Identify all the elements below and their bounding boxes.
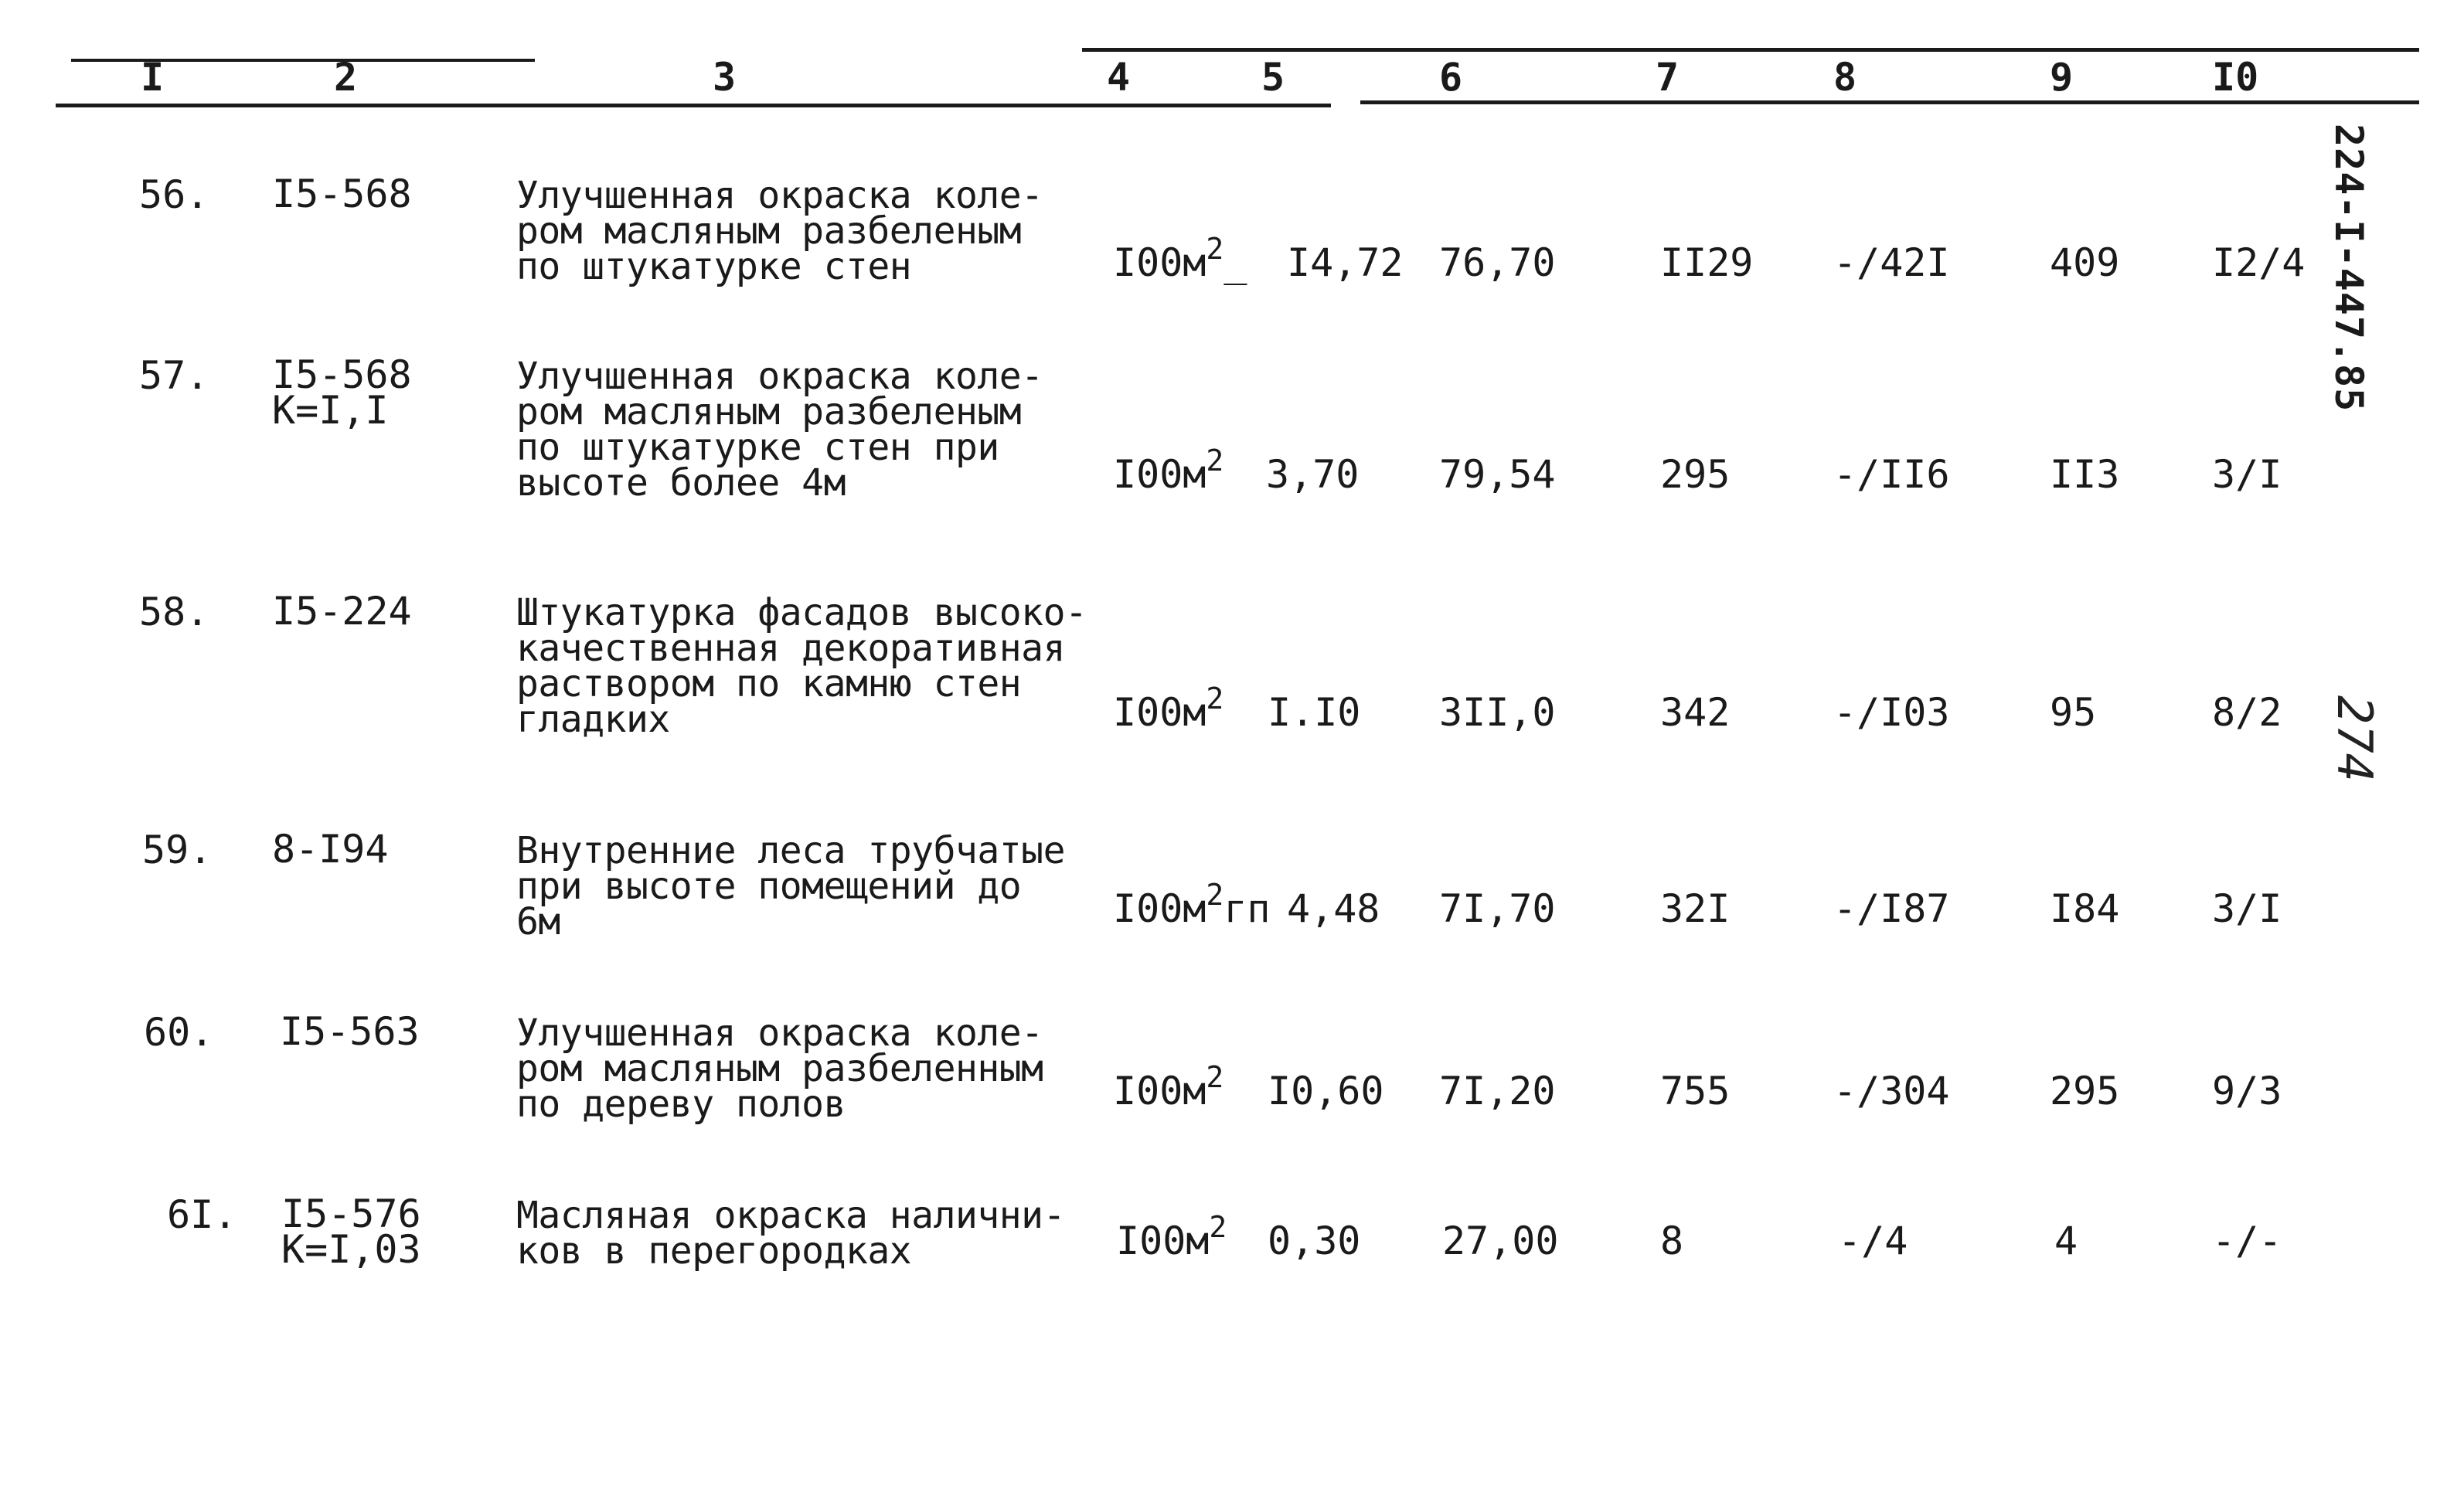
work-description: Улучшенная окраска коле- ром масляным разбеленным по дереву полов xyxy=(516,1011,1043,1126)
column-9-value: I84 xyxy=(2050,886,2120,931)
work-description: Штукатурка фасадов высоко- качественная декоративная раствором по камню стен гладких xyxy=(516,591,1087,741)
column-10-value: 3/I xyxy=(2212,452,2282,497)
total-cost: 755 xyxy=(1660,1069,1731,1113)
column-9-value: 95 xyxy=(2050,690,2097,735)
column-header-2: 2 xyxy=(334,55,358,100)
norm-code: 8-I94 xyxy=(272,827,389,872)
unit: $I00м^2$ xyxy=(1113,1060,1224,1113)
total-cost: 8 xyxy=(1660,1219,1684,1263)
unit: $I00м^2$ xyxy=(1113,444,1224,497)
quantity: 4,48 xyxy=(1287,886,1380,931)
column-10-value: 9/3 xyxy=(2212,1069,2282,1113)
norm-code: I5-224 xyxy=(272,589,412,634)
wages: -/I87 xyxy=(1833,886,1950,931)
unit-price: 7I,20 xyxy=(1439,1069,1556,1113)
column-header-10: I0 xyxy=(2212,55,2259,100)
total-cost: II29 xyxy=(1660,240,1754,285)
column-header-4: 4 xyxy=(1107,55,1131,100)
row-number: 6I. xyxy=(167,1192,237,1237)
quantity: 3,70 xyxy=(1266,452,1360,497)
unit: $I00м^2$ xyxy=(1113,682,1224,735)
column-9-value: II3 xyxy=(2050,452,2120,497)
quantity: I4,72 xyxy=(1287,240,1404,285)
page-number: 274 xyxy=(2326,695,2383,782)
header-underline-right xyxy=(1360,100,2419,104)
column-10-value: I2/4 xyxy=(2212,240,2306,285)
unit-price: 27,00 xyxy=(1442,1219,1559,1263)
column-10-value: -/- xyxy=(2212,1219,2282,1263)
header-underline-left xyxy=(56,104,1331,107)
column-header-6: 6 xyxy=(1439,55,1463,100)
wages: -/4 xyxy=(1838,1219,1908,1263)
top-rule-upper xyxy=(1082,48,2419,52)
column-header-7: 7 xyxy=(1656,55,1680,100)
quantity: I0,60 xyxy=(1268,1069,1384,1113)
wages: -/II6 xyxy=(1833,452,1950,497)
row-number: 56. xyxy=(139,172,209,217)
unit: $I00м^2гп$ xyxy=(1113,878,1271,931)
row-number: 60. xyxy=(144,1010,214,1055)
row-number: 57. xyxy=(139,353,209,398)
column-10-value: 3/I xyxy=(2212,886,2282,931)
quantity: 0,30 xyxy=(1268,1219,1361,1263)
column-10-value: 8/2 xyxy=(2212,690,2282,735)
column-header-3: 3 xyxy=(713,55,737,100)
unit: $I00м^2$ xyxy=(1116,1210,1227,1263)
unit-price: 79,54 xyxy=(1439,452,1556,497)
norm-code: I5-568 xyxy=(272,172,412,216)
unit-price: 3II,0 xyxy=(1439,690,1556,735)
quantity: I.I0 xyxy=(1268,690,1361,735)
column-header-8: 8 xyxy=(1833,55,1857,100)
unit: $I00м^2\_$ xyxy=(1113,232,1247,285)
unit-price: 76,70 xyxy=(1439,240,1556,285)
column-9-value: 409 xyxy=(2050,240,2120,285)
column-9-value: 295 xyxy=(2050,1069,2120,1113)
norm-code: I5-576 К=I,03 xyxy=(281,1192,421,1272)
work-description: Масляная окраска налични- ков в перегородках xyxy=(516,1194,1065,1273)
wages: -/42I xyxy=(1833,240,1950,285)
total-cost: 32I xyxy=(1660,886,1731,931)
wages: -/I03 xyxy=(1833,690,1950,735)
work-description: Улучшенная окраска коле- ром масляным разбеленым по штукатурке стен при высоте более 4м xyxy=(516,355,1043,505)
total-cost: 342 xyxy=(1660,690,1731,735)
wages: -/304 xyxy=(1833,1069,1950,1113)
row-number: 58. xyxy=(139,590,209,634)
work-description: Улучшенная окраска коле- ром масляным разбеленым по штукатурке стен xyxy=(516,174,1043,288)
column-header-5: 5 xyxy=(1261,55,1285,100)
work-description: Внутренние леса трубчатые при высоте помещений до 6м xyxy=(516,829,1065,943)
norm-code: I5-568 К=I,I xyxy=(272,352,412,433)
column-9-value: 4 xyxy=(2054,1219,2078,1263)
column-header-9: 9 xyxy=(2050,55,2074,100)
row-number: 59. xyxy=(142,828,213,872)
total-cost: 295 xyxy=(1660,452,1731,497)
norm-code: I5-563 xyxy=(280,1009,420,1054)
unit-price: 7I,70 xyxy=(1439,886,1556,931)
document-code: 224-I-447.85 xyxy=(2326,124,2371,413)
column-header-1: I xyxy=(141,55,165,100)
